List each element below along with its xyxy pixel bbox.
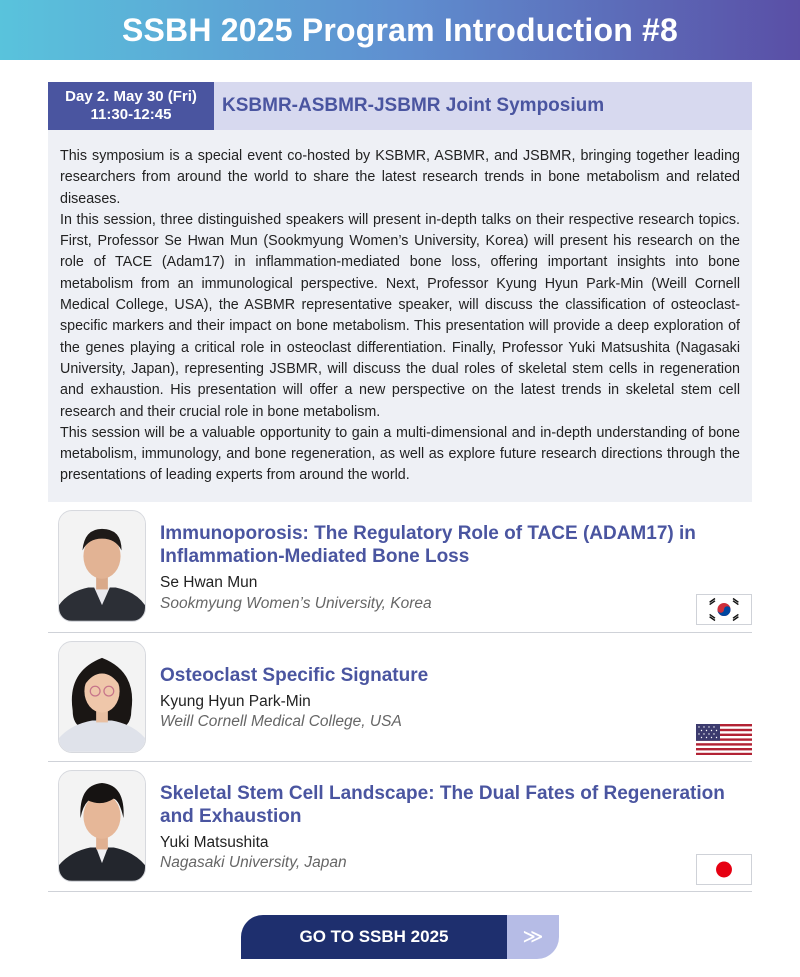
session-title: KSBMR-ASBMR-JSBMR Joint Symposium: [214, 82, 752, 130]
speaker-card: [48, 762, 752, 892]
double-chevron-right-icon[interactable]: ≫: [507, 915, 559, 959]
description-paragraph: This session will be a valuable opportunity to gain a multi-dimensional and in-depth understanding of bone metabolism, immunology, and bone regeneration, as well as explore future research directions through the presentations of leading experts from around the world.: [60, 424, 740, 484]
usa-flag-icon: [696, 724, 752, 755]
speaker-photo: [58, 510, 146, 622]
speaker-name: Yuki Matsushita: [160, 834, 269, 851]
session-time: 11:30-12:45: [90, 106, 172, 123]
speaker-affiliation: Nagasaki University, Japan: [160, 854, 347, 871]
session-description: [48, 130, 752, 502]
speaker-affiliation: Weill Cornell Medical College, USA: [160, 713, 402, 730]
speaker-talk-title: Immunoporosis: The Regulatory Role of TACE (ADAM17) in Inflammation-Mediated Bone Loss: [160, 523, 696, 567]
speaker-affiliation: Sookmyung Women’s University, Korea: [160, 595, 432, 612]
japan-flag-icon: [696, 854, 752, 885]
description-paragraph: This symposium is a special event co-hosted by KSBMR, ASBMR, and JSBMR, bringing together leading researchers from around the world to share the latest research trends in bone metabolism and related diseases.: [60, 148, 740, 207]
speaker-card: [48, 502, 752, 633]
korea-flag-icon: [696, 594, 752, 625]
session-datetime: [48, 82, 214, 130]
page-title: SSBH 2025 Program Introduction #8: [121, 12, 679, 48]
session-bar: [48, 82, 752, 130]
speaker-talk-title: Osteoclast Specific Signature: [160, 665, 429, 686]
speaker-photo: [58, 641, 146, 753]
description-paragraph: In this session, three distinguished speakers will present in-depth talks on their respective research topics. First, Professor Se Hwan Mun (Sookmyung Women’s University, Korea) will present his research on the role of TACE (Adam17) in inflammation-mediated bone loss, offering important insights into bone metabolism from an immunological perspective. Next, Professor Kyung Hyun Park-Min (Weill Cornell Medical College, USA), the ASBMR representative speaker, will discuss the classification of osteoclast-specific markers and their impact on bone metabolism. This presentation will provide a deep exploration of the genes playing a critical role in osteoclast differentiation. Finally, Professor Yuki Matsushita (Nagasaki University, Japan), representing JSBMR, will discuss the dual roles of skeletal stem cells in regeneration and exhaustion. His presentation will offer a new perspective on the latest trends in skeletal stem cell research and their crucial role in bone metabolism.: [60, 211, 740, 420]
page-header: [0, 0, 800, 60]
speaker-name: Kyung Hyun Park-Min: [160, 693, 311, 710]
speaker-name: Se Hwan Mun: [160, 574, 258, 591]
go-to-ssbh-button[interactable]: [241, 915, 559, 959]
session-day: Day 2. May 30 (Fri): [65, 88, 197, 105]
speaker-talk-title: Skeletal Stem Cell Landscape: The Dual Fates of Regeneration and Exhaustion: [160, 783, 725, 827]
speaker-card: [48, 633, 752, 762]
cta-label[interactable]: GO TO SSBH 2025: [241, 915, 507, 959]
speaker-photo: [58, 770, 146, 882]
